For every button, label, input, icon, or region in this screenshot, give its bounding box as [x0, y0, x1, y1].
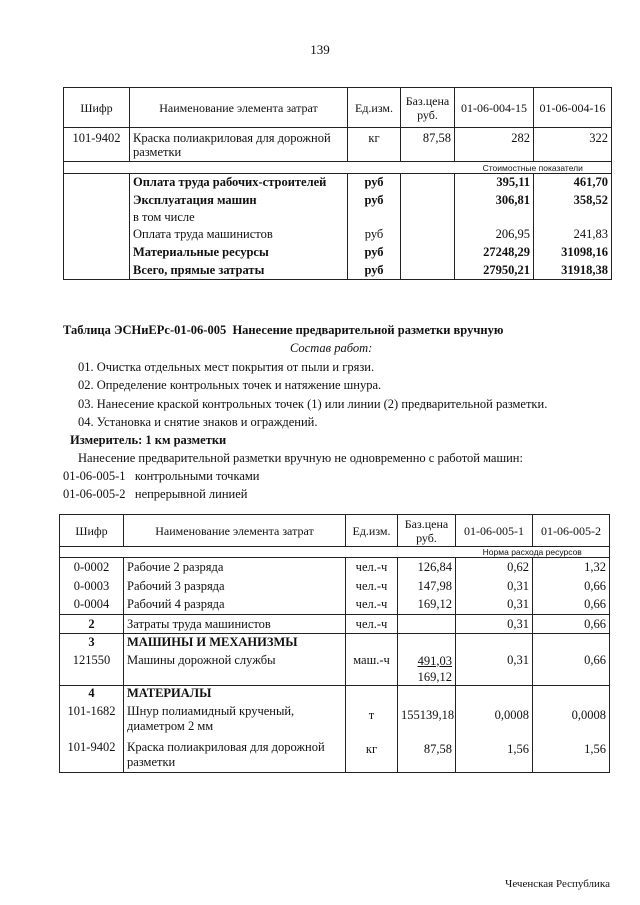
table-row	[64, 128, 612, 162]
row-value-1: 0,62	[456, 558, 533, 577]
row-price: 147,98	[398, 577, 456, 596]
row-name: Затраты труда машинистов	[124, 615, 346, 634]
group-row	[60, 634, 610, 651]
table-title	[63, 323, 503, 338]
table-row	[64, 262, 612, 280]
price-line-1: 491,03	[417, 653, 452, 668]
row-unit: кг	[346, 738, 398, 772]
header-col-2: 01-06-004-16	[534, 88, 612, 128]
row-value-1: 282	[455, 128, 534, 162]
row-unit: чел.-ч	[346, 558, 398, 577]
header-col-2: 01-06-005-2	[533, 515, 610, 547]
variant-1	[63, 469, 260, 484]
row-value-2: 241,83	[534, 226, 612, 244]
header-price: Баз.цена руб.	[398, 515, 456, 547]
row-value-1: 27248,29	[455, 244, 534, 262]
table-row	[64, 210, 612, 226]
row-unit: руб	[348, 244, 401, 262]
cost-table-004	[63, 87, 612, 280]
row-code: 101-9402	[60, 738, 124, 772]
row-value-2: 1,56	[533, 738, 610, 772]
variant-text: контрольными точками	[134, 469, 260, 483]
table-label: Таблица ЭСНиЕРс-01-06-005	[63, 323, 227, 337]
row-value-1: 206,95	[455, 226, 534, 244]
work-item: 01. Очистка отдельных мест покрытия от пыли и грязи.	[78, 360, 375, 374]
group-name: МАШИНЫ И МЕХАНИЗМЫ	[124, 634, 346, 651]
header-price: Баз.цена руб.	[401, 88, 455, 128]
table-header-row	[60, 515, 610, 547]
header-name: Наименование элемента затрат	[130, 88, 348, 128]
row-value-1: 0,0008	[456, 702, 533, 738]
work-item: 04. Установка и снятие знаков и ограждений.	[78, 415, 318, 429]
row-value-1: 395,11	[455, 174, 534, 192]
header-unit: Ед.изм.	[348, 88, 401, 128]
row-value-2: 31918,38	[534, 262, 612, 280]
variant-code: 01-06-005-2	[63, 487, 126, 501]
row-name: Шнур полиамидный крученый, диаметром 2 мм	[124, 702, 346, 738]
table-row	[64, 174, 612, 192]
row-value-1: 0,31	[456, 577, 533, 596]
row-name: Рабочие 2 разряда	[124, 558, 346, 577]
section-label: Стоимостные показатели	[455, 162, 612, 174]
row-code: 2	[60, 615, 124, 634]
table-header-row	[64, 88, 612, 128]
row-value-2: 0,66	[533, 596, 610, 615]
header-name: Наименование элемента затрат	[124, 515, 346, 547]
row-unit: чел.-ч	[346, 615, 398, 634]
table-name: Нанесение предварительной разметки вручную	[232, 323, 504, 337]
group-code: 4	[60, 685, 124, 702]
row-unit: руб	[348, 262, 401, 280]
row-name: Рабочий 3 разряда	[124, 577, 346, 596]
table-row	[60, 596, 610, 615]
row-value-2: 31098,16	[534, 244, 612, 262]
row-price: 169,12	[398, 596, 456, 615]
row-name: Всего, прямые затраты	[130, 262, 348, 280]
header-code: Шифр	[64, 88, 130, 128]
row-value-2: 0,66	[533, 615, 610, 634]
row-value-2: 322	[534, 128, 612, 162]
page-number: 139	[310, 42, 330, 57]
row-price: 87,58	[401, 128, 455, 162]
row-price: 155139,18	[398, 702, 456, 738]
row-unit: чел.-ч	[346, 596, 398, 615]
row-value-1: 0,31	[456, 615, 533, 634]
group-code: 3	[60, 634, 124, 651]
row-value-2: 0,66	[533, 651, 610, 686]
row-name: Рабочий 4 разряда	[124, 596, 346, 615]
work-item: 02. Определение контрольных точек и натяжение шнура.	[78, 378, 382, 392]
row-code: 0-0002	[60, 558, 124, 577]
meter: Измеритель: 1 км разметки	[70, 433, 227, 447]
row-price: 87,58	[398, 738, 456, 772]
row-value-1: 306,81	[455, 192, 534, 210]
row-price	[398, 651, 456, 686]
row-unit: маш.-ч	[346, 651, 398, 686]
header-col-1: 01-06-005-1	[456, 515, 533, 547]
row-code: 101-9402	[64, 128, 130, 162]
section-label: Норма расхода ресурсов	[456, 547, 610, 558]
variant-2	[63, 487, 247, 502]
table-row	[60, 738, 610, 772]
table-row	[64, 192, 612, 210]
table-row	[64, 226, 612, 244]
row-value-1: 0,31	[456, 596, 533, 615]
resource-table-005	[59, 514, 610, 773]
group-name: МАТЕРИАЛЫ	[124, 685, 346, 702]
row-unit: т	[346, 702, 398, 738]
description: Нанесение предварительной разметки вручную не одновременно с работой машин:	[78, 451, 523, 465]
row-unit: руб	[348, 192, 401, 210]
section-label-row	[64, 162, 612, 174]
row-price: 126,84	[398, 558, 456, 577]
section-label-row	[60, 547, 610, 558]
row-value-1: 0,31	[456, 651, 533, 686]
row-name: Машины дорожной службы	[124, 651, 346, 686]
table-row	[60, 558, 610, 577]
header-unit: Ед.изм.	[346, 515, 398, 547]
row-name: в том числе	[130, 210, 348, 226]
row-code: 121550	[60, 651, 124, 686]
row-value-2: 0,0008	[533, 702, 610, 738]
row-name: Краска полиакриловая для дорожной разметки	[124, 738, 346, 772]
row-unit: кг	[348, 128, 401, 162]
row-code: 0-0003	[60, 577, 124, 596]
works-heading: Состав работ:	[290, 341, 373, 355]
row-value-1: 27950,21	[455, 262, 534, 280]
row-code: 101-1682	[60, 702, 124, 738]
row-value-2: 1,32	[533, 558, 610, 577]
row-value-2: 0,66	[533, 577, 610, 596]
row-value-2: 461,70	[534, 174, 612, 192]
footer-region: Чеченская Республика	[505, 878, 610, 890]
variant-code: 01-06-005-1	[63, 469, 126, 483]
work-item: 03. Нанесение краской контрольных точек (1) или линии (2) предварительной разметки.	[78, 397, 548, 411]
row-name: Краска полиакриловая для дорожной разметки	[130, 128, 348, 162]
table-row	[60, 577, 610, 596]
table-row	[64, 244, 612, 262]
variant-text: непрерывной линией	[134, 487, 248, 501]
row-name: Оплата труда рабочих-строителей	[130, 174, 348, 192]
table-row	[60, 702, 610, 738]
row-name: Оплата труда машинистов	[130, 226, 348, 244]
row-name: Эксплуатация машин	[130, 192, 348, 210]
table-row	[60, 651, 610, 686]
row-name: Материальные ресурсы	[130, 244, 348, 262]
row-unit: руб	[348, 174, 401, 192]
table-row	[60, 615, 610, 634]
row-unit: чел.-ч	[346, 577, 398, 596]
header-col-1: 01-06-004-15	[455, 88, 534, 128]
header-code: Шифр	[60, 515, 124, 547]
row-code: 0-0004	[60, 596, 124, 615]
row-value-1: 1,56	[456, 738, 533, 772]
group-row	[60, 685, 610, 702]
row-unit: руб	[348, 226, 401, 244]
row-value-2: 358,52	[534, 192, 612, 210]
price-line-2: 169,12	[417, 669, 452, 684]
